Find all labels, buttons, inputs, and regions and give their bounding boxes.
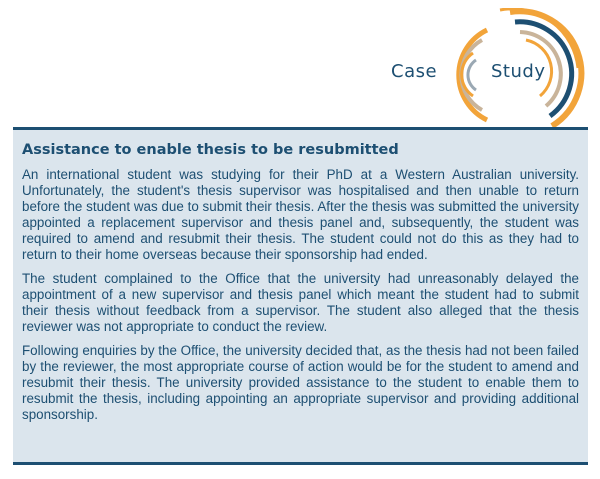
panel-title: Assistance to enable thesis to be resubmitted: [22, 142, 399, 158]
paragraph: Following enquiries by the Office, the university decided that, as the thesis had not been failed by the reviewer, the most appropriate course of action would be for the student to amend and resubmit their thesis. The university provided assistance to the student to enable them to resubmit the thesis, including appointing an appropriate supervisor and providing additional sponsorship.: [22, 343, 579, 422]
paragraph: An international student was studying for their PhD at a Western Australian university. Unfortunately, the student's thesis supervisor was hospitalised and then unable to return before the student was due to submit their thesis. After the thesis was submitted the university appointed a replacement supervisor and thesis panel and, subsequently, the student was required to amend and resubmit their thesis. The student could not do this as they had to return to their home overseas because their sponsorship had ended.: [22, 167, 579, 262]
study-label: Study: [491, 61, 546, 82]
paragraph: The student complained to the Office that the university had unreasonably delayed the appointment of a new supervisor and thesis panel which meant the student had to submit their thesis without feedback from a supervisor. The student also alleged that the thesis reviewer was not appropriate to conduct the review.: [22, 271, 579, 334]
case-study-panel: [13, 127, 588, 465]
case-study-header: [0, 0, 600, 128]
case-label: Case: [391, 61, 438, 82]
